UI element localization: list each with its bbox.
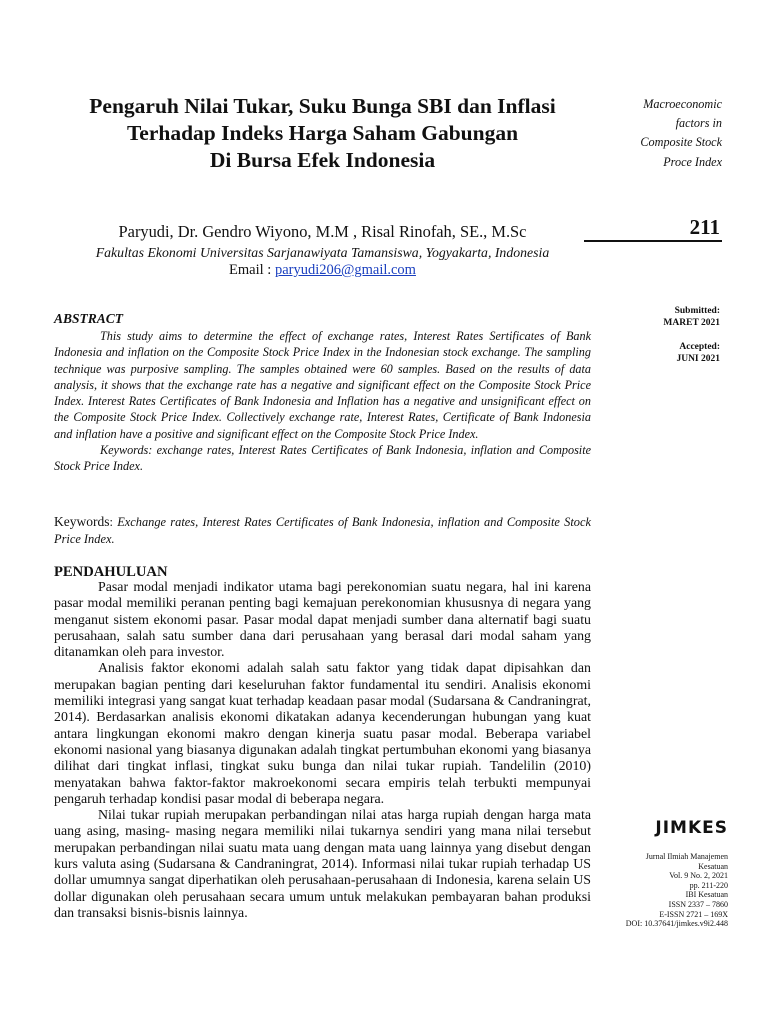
body-paragraph: Nilai tukar rupiah merupakan perbandingan nilai atas harga rupiah dengan harga mata uang asing, masing- masing negara memiliki nilai tukarnya sendiri yang mana nilai tersebut merupakan perbandingan nilai suatu mata uang dengan mata uang lainnya yang disebut dengan kurs valuta asing (Sudarsana & Candraningrat, 2014). Informasi nilai tukar rupiah terhadap US dollar umumnya sangat diperhatikan oleh perusahaan-perusahaan di Indonesia, karena selain US dollar digunakan oleh perusahaan secara umum untuk melakukan pembayaran bahan produksi dan transaksi bisnis-bisnis lainnya. — [54, 808, 591, 921]
journal-info — [578, 852, 728, 929]
page-number: 211 — [689, 215, 720, 239]
email-line — [54, 261, 591, 279]
submitted-value: MARET 2021 — [663, 318, 720, 328]
journal-name: JIMKES — [655, 818, 728, 838]
abstract-body — [54, 328, 591, 475]
journal-info-line: Kesatuan — [698, 861, 728, 871]
sidebar-title-line: Composite Stock — [640, 135, 722, 150]
body-paragraph: Pasar modal menjadi indikator utama bagi perekonomian suatu negara, hal ini karena pasar modal memiliki peranan penting bagi kemajuan perekonomian khususnya di negara yang menganut sistem ekonomi pasar. Pasar modal dapat menjadi sumber dana alternatif bagi suatu perusahaan, salah satu sumber dana dari perusahaan yang berasal dari modal saham yang ditanamkan oleh para investor. — [54, 580, 591, 661]
abstract-keywords: Keywords: exchange rates, Interest Rates Certificates of Bank Indonesia, inflation and Composite Stock Price Index. — [54, 443, 591, 474]
sidebar-title-line: factors in — [675, 116, 722, 131]
abstract-paragraph: This study aims to determine the effect of exchange rates, Interest Rates Sertificates of Bank Indonesia and inflation on the Composite Stock Price Index in the Indonesian stock exchange. The sampling technique was purposive sampling. The samples obtained were 60 samples. Based on the results of data analysis, it shows that the exchange rate has a negative and significant effect on the Composite Stock Price Index. Interest Rates Certificates of Bank Indonesia and Inflation has a negative and unsignificant effect on the Composite Stock Price Index. Collectively exchange rate, Interest Rates, Certificate of Bank Indonesia and inflation have a positive and significant effect on the Composite Stock Price Index. — [54, 329, 591, 441]
journal-info-line: Jurnal Ilmiah Manajemen — [645, 852, 728, 861]
journal-info-line: Vol. 9 No. 2, 2021 — [669, 871, 728, 881]
title-line: Di Bursa Efek Indonesia — [209, 148, 436, 172]
email-link[interactable]: paryudi206@gmail.com — [274, 262, 416, 278]
sidebar-title-line: Macroeconomic — [643, 97, 722, 111]
title-line: Terhadap Indeks Harga Saham Gabungan — [126, 121, 519, 145]
journal-info-line: E-ISSN 2721 – 169X — [659, 909, 728, 919]
title-line: Pengaruh Nilai Tukar, Suku Bunga SBI dan Inflasi — [89, 94, 556, 118]
submitted-block — [663, 305, 720, 329]
keywords-label: Keywords — [54, 514, 110, 529]
journal-info-line: IBI Kesatuan — [685, 890, 728, 900]
page-number-rule — [584, 240, 722, 242]
section-body — [54, 580, 591, 922]
accepted-value: JUNI 2021 — [676, 354, 720, 364]
body-paragraph: Analisis faktor ekonomi adalah salah satu faktor yang tidak dapat dipisahkan dan merupakan bagian penting dari keseluruhan faktor fundamental itu sendiri. Analisis ekonomi memiliki integrasi yang sangat kuat terhadap keadaan pasar modal (Sudarsana & Candraningrat, 2014). Berdasarkan analisis ekonomi dikatakan adanya kecenderungan hubungan yang kuat antara lingkungan ekonomi makro dengan kinerja suatu pasar modal. Beberapa variabel ekonomi nasional yang biasanya digunakan adalah tingkat pertumbuhan ekonomi yang biasanya dilihat dari tingkat inflasi, tingkat suku bunga dan nilai tukar rupiah. Tandelilin (2010) menyatakan bahwa faktor-faktor makroekonomi secara empiris telah terbukti mempunyai pengaruh terhadap kondisi pasar modal di beberapa negara. — [54, 661, 591, 807]
accepted-block — [676, 341, 720, 365]
authors: Paryudi, Dr. Gendro Wiyono, M.M , Risal Rinofah, SE., M.Sc — [118, 222, 527, 241]
affiliation: Fakultas Ekonomi Universitas Sarjanawiyata Tamansiswa, Yogyakarta, Indonesia — [95, 245, 550, 260]
abstract-heading: ABSTRACT — [54, 311, 124, 326]
accepted-label: Accepted: — [679, 342, 720, 352]
keywords-text: Exchange rates, Interest Rates Certificates of Bank Indonesia, inflation and Composite Stock Price Index. — [54, 515, 591, 546]
journal-info-line: DOI: 10.37641/jimkes.v9i2.448 — [625, 919, 728, 929]
article-title — [54, 93, 591, 174]
submitted-label: Submitted: — [674, 306, 720, 316]
sidebar-title-line: Proce Index — [663, 154, 722, 169]
email-label: Email : — [229, 262, 275, 278]
section-heading: PENDAHULUAN — [54, 564, 168, 580]
keywords — [54, 514, 591, 547]
keywords-separator: : — [109, 515, 118, 529]
journal-info-line: ISSN 2337 – 7860 — [668, 899, 728, 909]
journal-info-line: pp. 211-220 — [689, 880, 728, 890]
sidebar-title — [582, 95, 722, 172]
